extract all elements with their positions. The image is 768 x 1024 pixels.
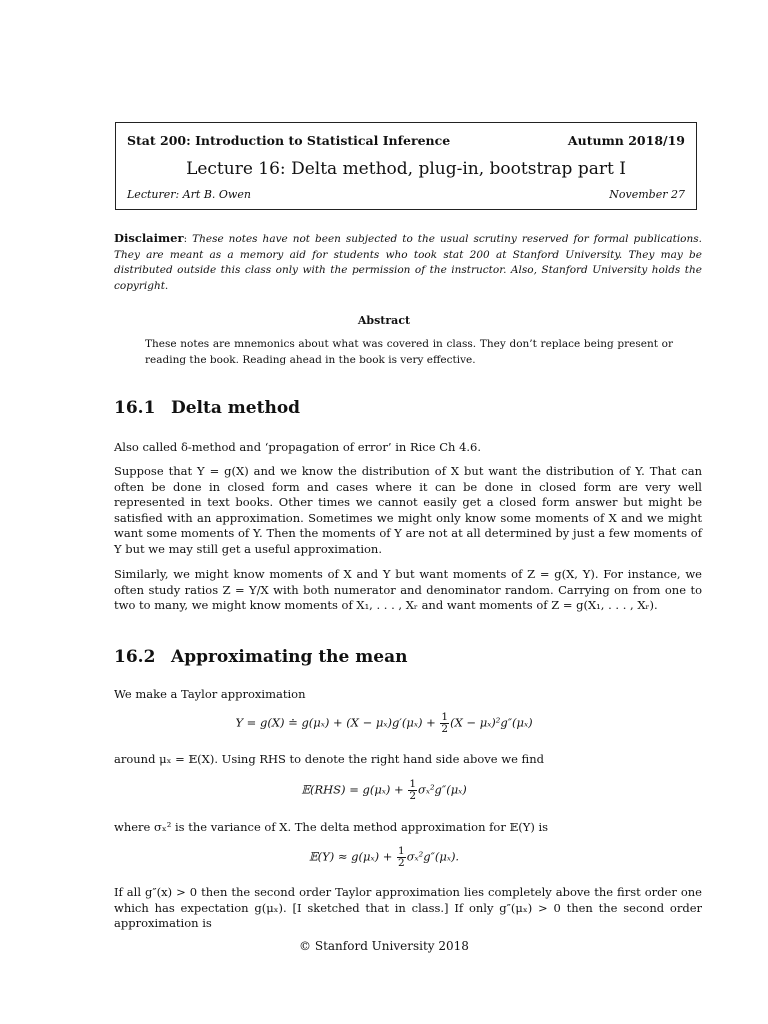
paragraph: Also called δ-method and ‘propagation of error’ in Rice Ch 4.6.: [114, 440, 482, 454]
disclaimer-text: These notes have not been subjected to the usual scrutiny reserved for formal publications. They are meant as a memory aid for students who took stat 200 at Stanford University. They may be distributed outside this class only with the permission of the instructor. Also, Stanford University holds the copyright.: [114, 233, 702, 292]
equation-taylor: [0, 712, 768, 735]
section-title: Approximating the mean: [171, 647, 408, 667]
paragraph: where σₓ² is the variance of X. The delta method approximation for 𝔼(Y) is: [114, 820, 549, 834]
equation-expected-rhs: [0, 779, 768, 802]
numerator: 1: [441, 711, 449, 723]
paragraph: around μₓ = 𝔼(X). Using RHS to denote the right hand side above we find: [114, 752, 544, 766]
denominator: 2: [409, 790, 417, 802]
equation-rhs: σₓ²g″(μₓ): [418, 782, 467, 797]
numerator: 1: [409, 778, 417, 790]
fraction-one-half: [440, 712, 449, 735]
lecture-title: Lecture 16: Delta method, plug-in, bootstrap part I: [186, 159, 626, 179]
term: Autumn 2018/19: [567, 133, 685, 148]
disclaimer: Disclaimer: These notes have not been subjected to the usual scrutiny reserved for formal publications. They are meant as a memory aid for students who took stat 200 at Stanford University. They may be distributed outside this class only with the permission of the instructor. Also, Stanford University holds the copyright.: [114, 231, 702, 292]
paragraph: Suppose that Y = g(X) and we know the distribution of X but want the distribution of Y. That can often be done in closed form and cases where it can be done in closed form are very well represented in text books. Other times we cannot easily get a closed form answer but might be satisfied with an approximation. Sometimes we might only know some moments of X and we might want some moments of Y. Then the moments of Y are not at all determined by just a few moments of Y but we may still get a useful approximation.: [114, 464, 702, 556]
course-name: Stat 200: Introduction to Statistical Inference: [127, 133, 451, 148]
lecture-header-box: [115, 122, 697, 210]
section-heading-approximating-mean: [114, 647, 407, 667]
equation-rhs: (X − μₓ)²g″(μₓ): [450, 715, 533, 730]
lecture-date: November 27: [609, 188, 685, 201]
section-number: 16.2: [114, 647, 156, 667]
abstract-title: Abstract: [357, 314, 411, 327]
lecturer: Lecturer: Art B. Owen: [127, 188, 251, 201]
equation-lhs: 𝔼(RHS) = g(μₓ) +: [301, 782, 404, 797]
copyright-footer: © Stanford University 2018: [299, 939, 469, 953]
paragraph: If all g″(x) > 0 then the second order Taylor approximation lies completely above the first order one which has expectation g(μₓ). [I sketched that in class.] If only g″(μₓ) > 0 then the second order approximation is: [114, 885, 702, 930]
equation-lhs: 𝔼(Y) ≈ g(μₓ) +: [308, 849, 393, 864]
fraction-one-half: [397, 846, 406, 869]
section-title: Delta method: [171, 398, 301, 418]
equation-lhs: Y = g(X) ≐ g(μₓ) + (X − μₓ)g′(μₓ) +: [235, 715, 436, 730]
section-number: 16.1: [114, 398, 156, 418]
section-heading-delta-method: [114, 398, 300, 418]
denominator: 2: [398, 857, 405, 869]
equation-delta-mean: [0, 846, 768, 869]
abstract-text: These notes are mnemonics about what was covered in class. They don’t replace being present or reading the book. Reading ahead in the book is very effective.: [145, 338, 673, 366]
disclaimer-label: Disclaimer: [114, 231, 184, 245]
paragraph: We make a Taylor approximation: [114, 687, 306, 701]
equation-rhs: σₓ²g″(μₓ).: [406, 849, 460, 864]
numerator: 1: [398, 845, 405, 857]
paragraph: Similarly, we might know moments of X and Y but want moments of Z = g(X, Y). For instance, we often study ratios Z = Y/X with both numerator and denominator random. Carrying on from one to two to many, we might know moments of X₁, . . . , Xᵣ and want moments of Z = g(X₁, . . . , Xᵣ).: [114, 567, 702, 612]
denominator: 2: [441, 723, 449, 735]
fraction-one-half: [408, 779, 417, 802]
